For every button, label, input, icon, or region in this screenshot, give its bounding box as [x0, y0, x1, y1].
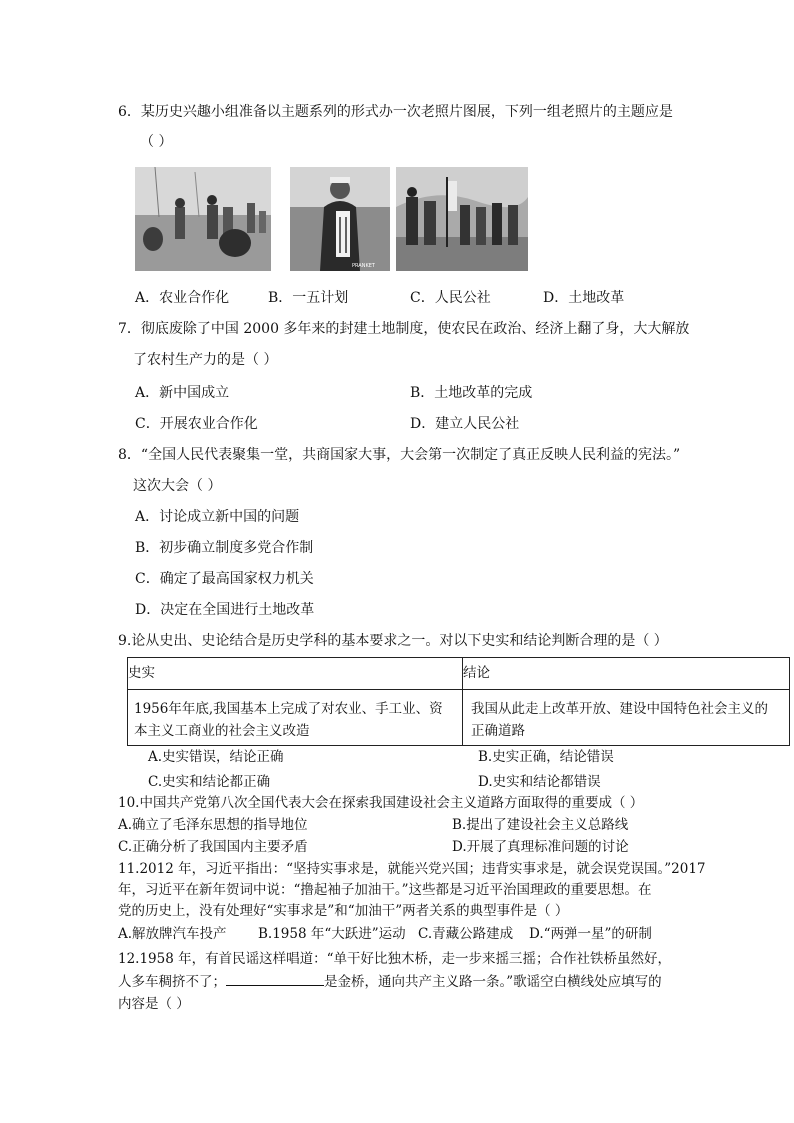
q11-option-c: C.青藏公路建成 — [418, 926, 514, 942]
q12-line1: 12.1958 年，有首民谣这样唱道：“单干好比独木桥，走一步来摇三摇；合作社铁桥虽然好， — [118, 951, 672, 967]
q10-option-d: D.开展了真理标准问题的讨论 — [452, 839, 629, 855]
q6-option-a: A．农业合作化 — [135, 290, 230, 306]
q12-line2: 人多车稠挤不了； 是金桥，通向共产主义路一条。”歌谣空白横线处应填写的 — [118, 971, 662, 992]
q7-option-c: C．开展农业合作化 — [135, 416, 258, 432]
q9-cell-conclusion: 我国从此走上改革开放、建设中国特色社会主义的 正确道路 — [463, 690, 790, 746]
q9-table — [127, 657, 790, 746]
q7-stem-line1: 7．彻底废除了中国 2000 多年来的封建土地制度，使农民在政治、经济上翻了身，大大解放 — [118, 321, 690, 337]
q8-option-b: B．初步确立制度多党合作制 — [135, 540, 314, 556]
q6-option-d: D．土地改革 — [543, 290, 625, 306]
q9-stem: 9.论从史出、史论结合是历史学科的基本要求之一。对以下史实和结论判断合理的是（ ） — [118, 633, 668, 649]
q9-header-fact: 史实 — [128, 658, 463, 690]
q11-line3: 党的历史上，没有处理好“实事求是”和“加油干”两者关系的典型事件是（ ） — [118, 903, 569, 919]
q8-stem-line1: 8．“全国人民代表聚集一堂，共商国家大事，大会第一次制定了真正反映人民利益的宪法。” — [118, 447, 681, 463]
q9-option-c: C.史实和结论都正确 — [148, 774, 271, 790]
q11-line2: 年，习近平在新年贺词中说：“撸起袖子加油干。”这些都是习近平治国理政的重要思想。在 — [118, 882, 652, 898]
q6-answer-paren: （ ） — [140, 134, 173, 150]
q11-option-b: B.1958 年“大跃进”运动 — [258, 926, 406, 942]
q6-photo-3 — [396, 167, 528, 271]
q10-option-c: C.正确分析了我国国内主要矛盾 — [118, 839, 308, 855]
q6-photo-2 — [290, 167, 390, 271]
q9-option-d: D.史实和结论都错误 — [478, 774, 601, 790]
q11-option-d: D.“两弹一星”的研制 — [529, 926, 652, 942]
q8-stem-line2: 这次大会（ ） — [133, 478, 222, 494]
q8-option-c: C．确定了最高国家权力机关 — [135, 571, 314, 587]
q12-line3: 内容是（ ） — [118, 996, 190, 1012]
q10-stem: 10.中国共产党第八次全国代表大会在探索我国建设社会主义道路方面取得的重要成（ ） — [118, 795, 644, 811]
q6-photo-1 — [135, 167, 271, 271]
q8-option-a: A．讨论成立新中国的问题 — [135, 509, 300, 525]
q7-option-b: B．土地改革的完成 — [410, 385, 533, 401]
q10-option-b: B.提出了建设社会主义总路线 — [452, 817, 629, 833]
q10-option-a: A.确立了毛泽东思想的指导地位 — [118, 817, 308, 833]
q9-option-b: B.史实正确，结论错误 — [478, 749, 614, 765]
q8-option-d: D．决定在全国进行土地改革 — [135, 602, 315, 618]
q7-option-a: A．新中国成立 — [135, 385, 230, 401]
q11-option-a: A.解放牌汽车投产 — [118, 926, 227, 942]
q6-option-b: B．一五计划 — [268, 290, 349, 306]
q6-option-c: C．人民公社 — [410, 290, 491, 306]
q7-option-d: D．建立人民公社 — [410, 416, 520, 432]
q7-stem-line2: 了农村生产力的是（ ） — [133, 352, 278, 368]
q6-stem: 6．某历史兴趣小组准备以主题系列的形式办一次老照片图展，下列一组老照片的主题应是 — [118, 104, 673, 120]
watermark-text: PRANKET — [352, 263, 375, 269]
q9-cell-fact: 1956年年底,我国基本上完成了对农业、手工业、资 本主义工商业的社会主义改造 — [128, 690, 463, 746]
q9-header-conclusion: 结论 — [463, 658, 790, 690]
q11-line1: 11.2012 年，习近平指出：“坚持实事求是，就能兴党兴国；违背实事求是，就会误党误国。”2017 — [118, 861, 706, 877]
q12-fill-blank — [226, 971, 324, 986]
q9-option-a: A.史实错误，结论正确 — [148, 749, 284, 765]
